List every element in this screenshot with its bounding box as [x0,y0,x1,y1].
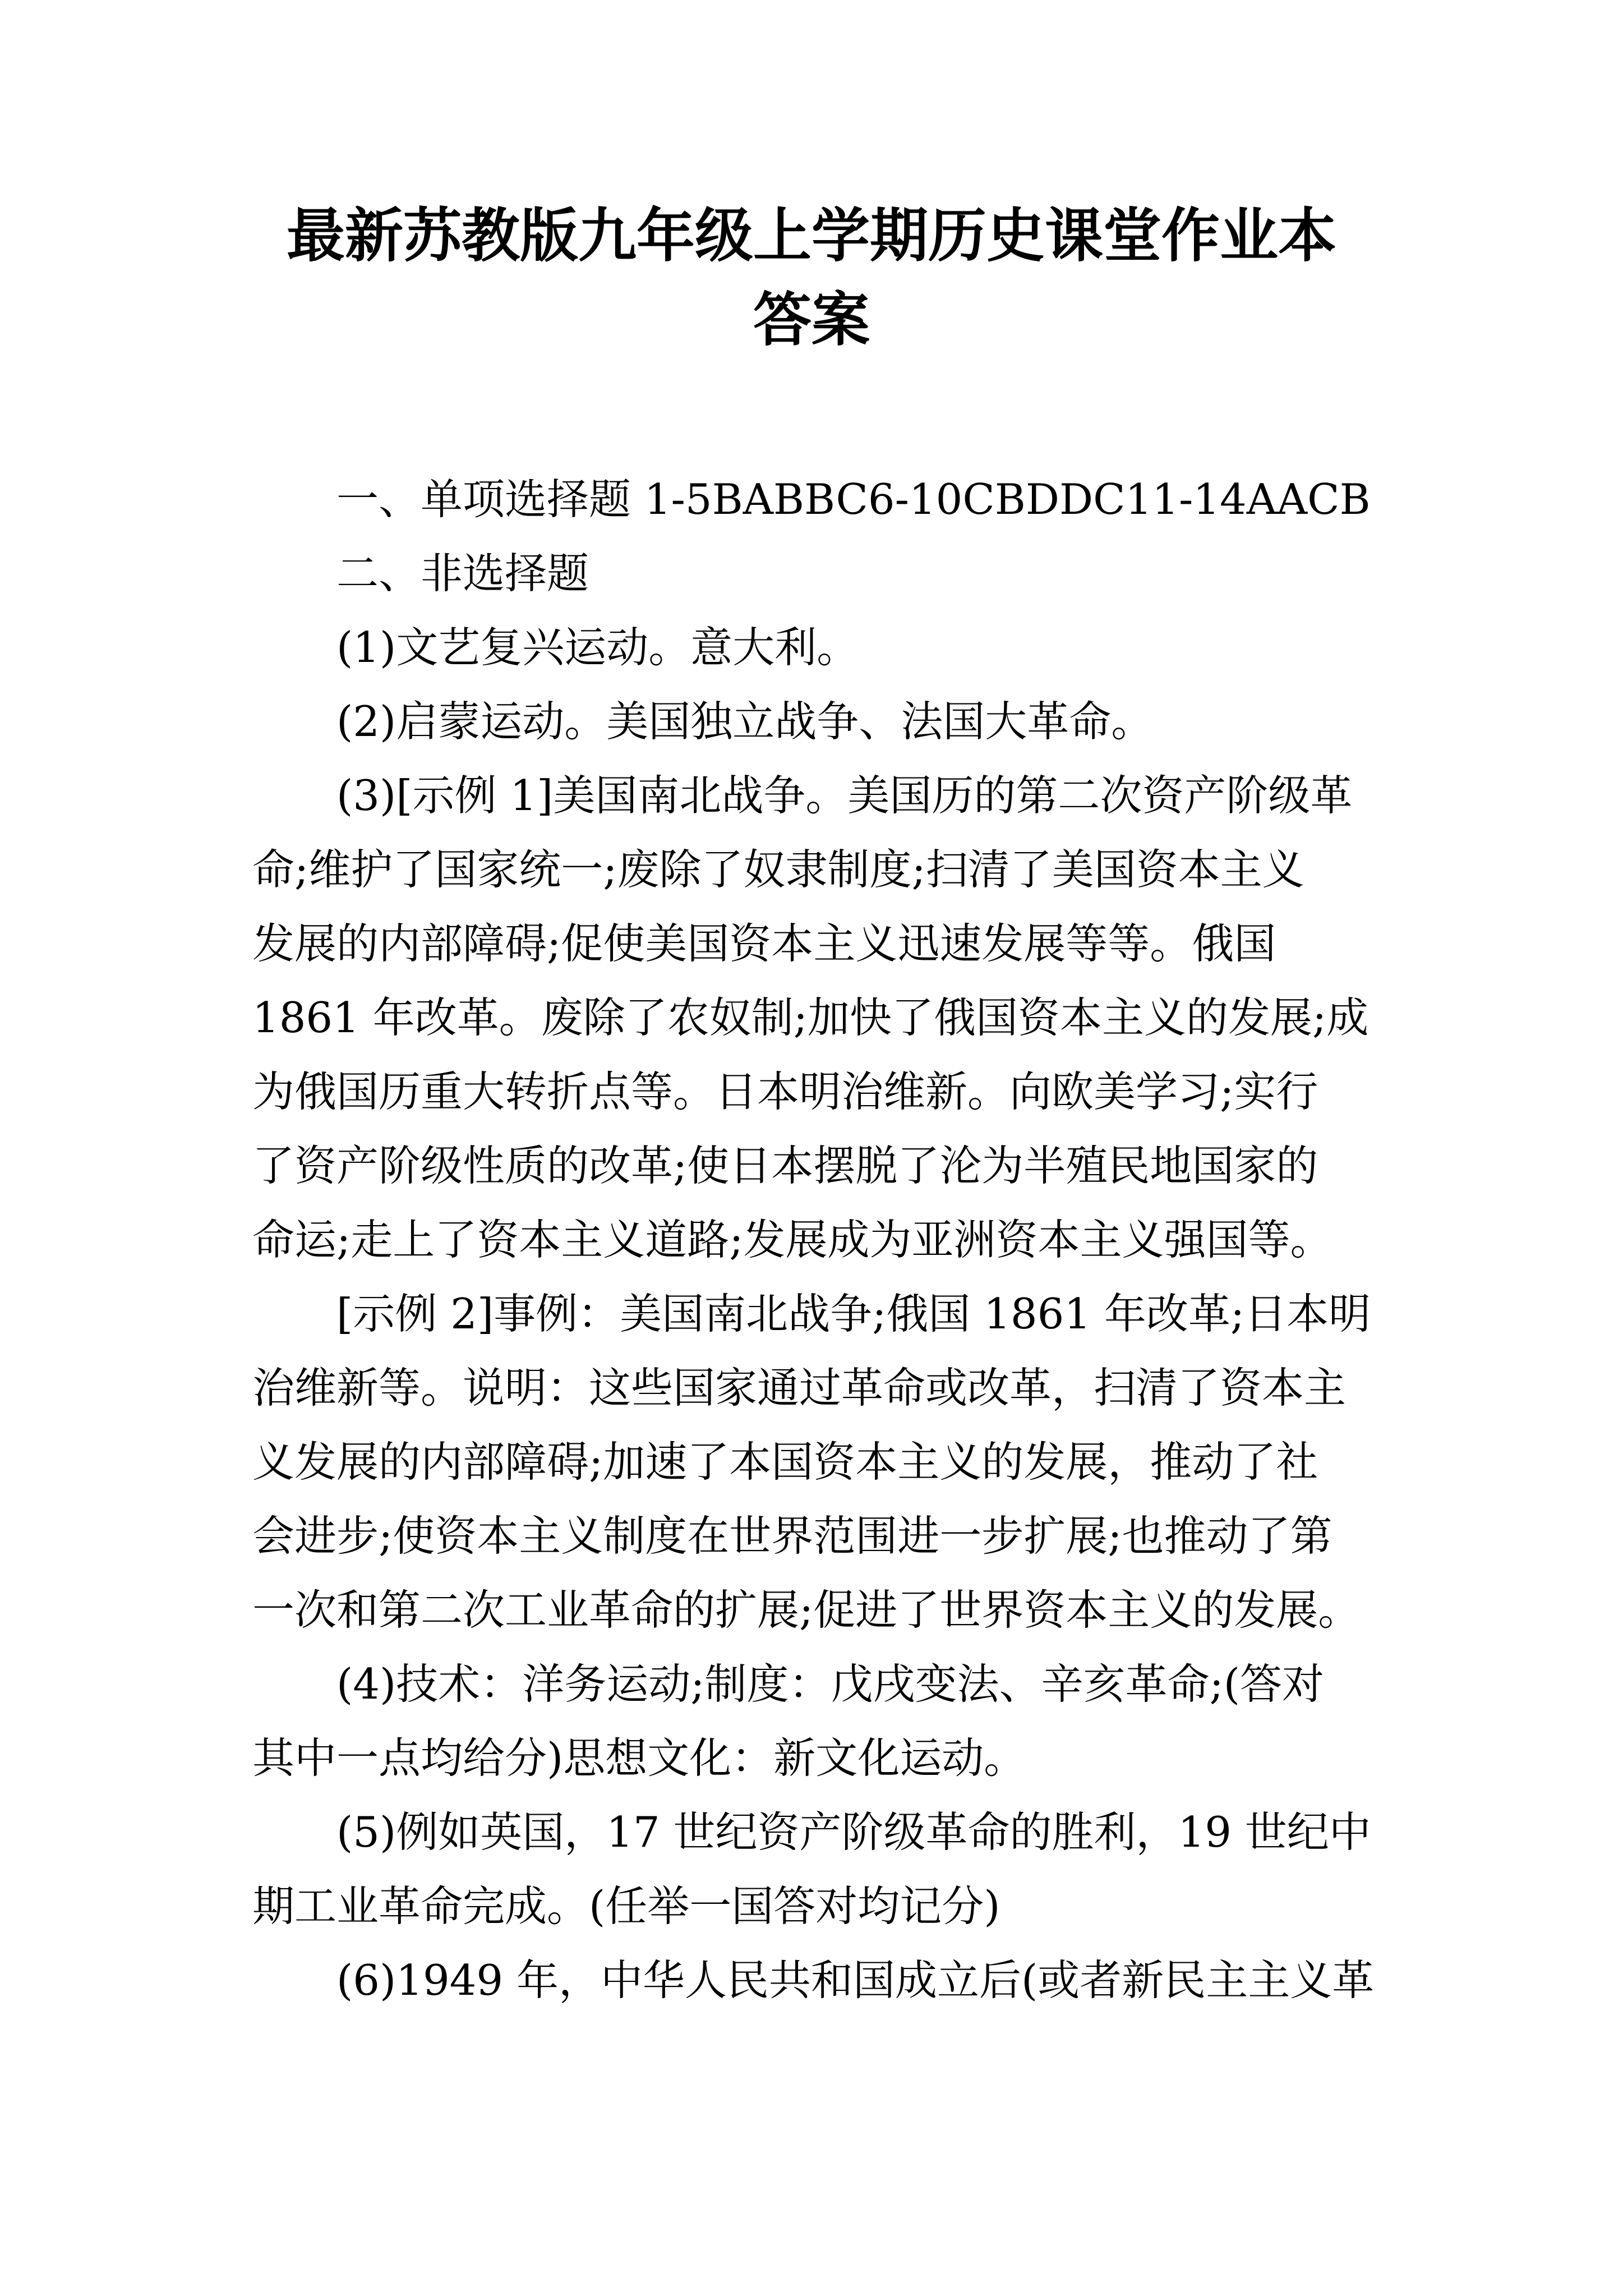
answer-line: [示例 2]事例：美国南北战争;俄国 1861 年改革;日本明 [336,1289,1371,1338]
answer-line: 发展的内部障碍;促使美国资本主义迅速发展等等。俄国 [252,919,1276,968]
answer-line: 义发展的内部障碍;加速了本国资本主义的发展，推动了社 [252,1437,1318,1487]
answer-line: 了资产阶级性质的改革;使日本摆脱了沦为半殖民地国家的 [252,1141,1318,1190]
answer-line: 1861 年改革。废除了农奴制;加快了俄国资本主义的发展;成 [252,993,1369,1042]
answer-line: 期工业革命完成。(任举一国答对均记分) [252,1881,1000,1931]
answer-line: 一次和第二次工业革命的扩展;促进了世界资本主义的发展。 [252,1585,1361,1635]
answer-line: (5)例如英国，17 世纪资产阶级革命的胜利，19 世纪中 [336,1807,1371,1857]
document-title-line-1: 最新苏教版九年级上学期历史课堂作业本 [286,201,1336,270]
answer-line: (6)1949 年，中华人民共和国成立后(或者新民主主义革 [336,1955,1375,2005]
answer-line: 命;维护了国家统一;废除了奴隶制度;扫清了美国资本主义 [252,845,1304,894]
answer-line: (1)文艺复兴运动。意大利。 [336,623,859,672]
answer-line: 为俄国历重大转折点等。日本明治维新。向欧美学习;实行 [252,1067,1318,1116]
document-title-line-2: 答案 [753,286,870,354]
answer-line: 会进步;使资本主义制度在世界范围进一步扩展;也推动了第 [252,1511,1332,1561]
answer-line: 命运;走上了资本主义道路;发展成为亚洲资本主义强国等。 [252,1215,1332,1264]
answer-line: 其中一点均给分)思想文化：新文化运动。 [252,1733,1026,1783]
answer-line: (3)[示例 1]美国南北战争。美国历的第二次资产阶级革 [336,771,1353,820]
answer-line: 治维新等。说明：这些国家通过革命或改革，扫清了资本主 [252,1363,1347,1412]
answer-line: (2)启蒙运动。美国独立战争、法国大革命。 [336,697,1154,746]
answer-line: 二、非选择题 [336,549,589,598]
answer-line: 一、单项选择题 1-5BABBC6-10CBDDC11-14AACB [336,475,1371,524]
answer-line: (4)技术：洋务运动;制度：戊戌变法、辛亥革命;(答对 [336,1659,1325,1709]
